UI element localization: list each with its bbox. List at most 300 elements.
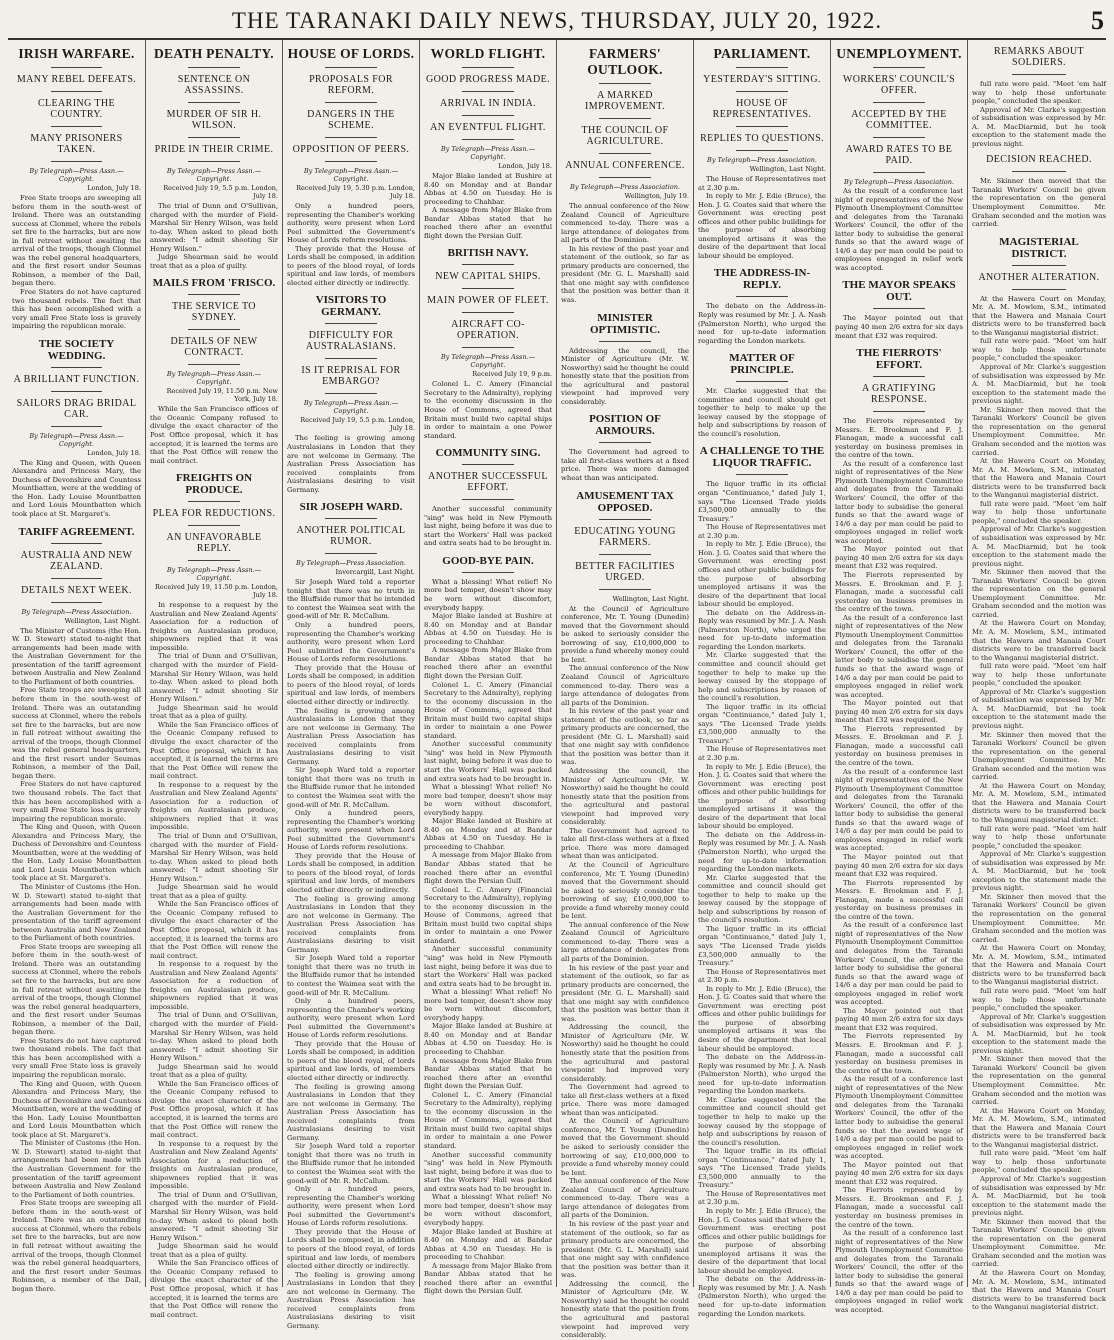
divider bbox=[462, 288, 513, 289]
byline: By Telegraph—Press Assn.—Copyright. bbox=[303, 399, 399, 416]
filler-line: Mr. Skinner then moved that the Taranaki Workers' Council be given the representation on the general Unemployment Committee. Mr. Graham seconded and the motion was carried. bbox=[972, 892, 1106, 944]
article-headline: MINISTER OPTIMISTIC. bbox=[590, 311, 660, 336]
article bbox=[835, 279, 963, 340]
divider bbox=[873, 137, 924, 138]
article-headline: BRITISH NAVY. bbox=[447, 247, 529, 260]
filler-line: The Government had agreed to take all first-class wethers at a fixed price. There was more damaged wheat than was anticipated. bbox=[561, 826, 689, 861]
article-headline: VISITORS TO GERMANY. bbox=[315, 294, 387, 319]
filler-line: Colonel L. C. Amery (Financial Secretary to the Admiralty), replying to the economy discussion in the House of Commons, agreed that Britain must build two capital ships in order to maintain a one Power standard. bbox=[424, 1090, 552, 1151]
divider bbox=[325, 137, 376, 138]
filler-line: Judge Shearman said he would treat that as a plea of guilty. bbox=[150, 1242, 278, 1259]
filler-line: Colonel L. C. Amery (Financial Secretary to the Admiralty), replying to the economy discussion in the House of Commons, agreed that Britain must build two capital ships in order to maintain a one Power standard. bbox=[424, 885, 552, 945]
filler-line: What a blessing! What relief! No more bad temper, doesn't show may be worn without discomfort, everybody happy. bbox=[424, 988, 552, 1022]
filler-line: Major Blake landed at Bushire at 8.40 on Monday and at Bandar Abbas at 4.50 on Tuesday. He is proceeding to Chahbar. bbox=[424, 1022, 552, 1057]
article-subheading: OPPOSITION OF PEERS. bbox=[292, 144, 410, 155]
article-subheading: HOUSE OF REPRESENTATIVES. bbox=[712, 98, 812, 120]
article-subheading: ANOTHER POLITICAL RUMOR. bbox=[296, 525, 406, 548]
divider bbox=[1012, 171, 1066, 172]
article-subheading: IS IT REPRISAL FOR EMBARGO? bbox=[301, 365, 401, 388]
divider bbox=[462, 264, 513, 265]
article-headline: WORLD FLIGHT. bbox=[430, 46, 546, 61]
filler-line: The Fierrots represented by Messrs. E. Brookman and F. J. Flanagan, made a successful call yesterday on business premises in the centre of the town. bbox=[835, 570, 963, 614]
filler-line: At the Hawera Court on Monday, Mr. A. M. Mowlem, S.M., intimated that the Hawera and Manaia Court districts were to be transferred back to the Wanganui magisterial district. bbox=[972, 1106, 1106, 1149]
filler-line: The feeling is growing among Australasians in London that they are not welcome in Germany. The Australian Press Association has received complaints from Australasians desiring to visit Germany. bbox=[287, 706, 415, 766]
article-subheading: EDUCATING YOUNG FARMERS. bbox=[574, 525, 676, 548]
article-paragraph: The House of Representatives met at 2.30 p.m. bbox=[698, 175, 826, 192]
article bbox=[972, 236, 1106, 338]
filler-line: Judge Shearman said he would treat that as a plea of guilty. bbox=[150, 883, 278, 900]
divider bbox=[1012, 74, 1066, 75]
byline: By Telegraph—Press Association. bbox=[570, 183, 680, 191]
divider bbox=[51, 578, 103, 579]
filler-line: In reply to Mr. J. Edie (Bruce), the Hon. J. G. Coates said that where the Government was erecting post offices and other public buildings for the purpose of absorbing unemployed artisans it was the desire of the department that local labour should be employed. bbox=[698, 1206, 826, 1275]
filler-line: The House of Representatives met at 2.30 p.m. bbox=[698, 967, 826, 985]
filler-line: Free Staters do not have captured two thousand rebels. The fact that this has been accomplished with a very small Free State loss is gravely impairing the republican morale. bbox=[12, 1036, 141, 1080]
divider bbox=[599, 341, 650, 342]
divider bbox=[51, 391, 103, 392]
filler-line: Colonel L. C. Amery (Financial Secretary to the Admiralty), replying to the economy discussion in the House of Commons, agreed that Britain must build two capital ships in order to maintain a one Power standard. bbox=[424, 680, 552, 740]
filler-line: What a blessing! What relief! No more bad temper, doesn't show may be worn without discomfort, everybody happy. bbox=[424, 1193, 552, 1227]
filler-line: Approval of Mr. Clarke's suggestion of subsidisation was expressed by Mr. A. M. MacDiarmid, but he took exception to the statement made the previous night. bbox=[972, 1174, 1106, 1218]
divider bbox=[599, 554, 650, 555]
divider bbox=[599, 118, 650, 119]
divider bbox=[325, 393, 376, 394]
filler-line: They provide that the House of Lords shall be composed, in addition to peers of the blood royal, of lords spiritual and law lords, of members elected either directly or indirectly. bbox=[287, 1039, 415, 1083]
filler-line: At the Hawera Court on Monday, Mr. A. M. Mowlem, S.M., intimated that the Hawera and Manaia Court districts were to be transferred back to the Wanganui magisterial district. bbox=[972, 619, 1106, 662]
article bbox=[287, 46, 415, 287]
filler-line: Free State troops are sweeping all before them in the south-west of Ireland. There was an outstanding success at Clonmel, where the rebels set fire to the barracks, but are now in full retreat without awaiting the arrival of the troops, though Clonmel was the rebel general headquarters, and the first resort under Seumas Robinson, a member of the Dail, began there. bbox=[12, 1199, 141, 1293]
article-subheading: NEW CAPITAL SHIPS. bbox=[435, 271, 541, 283]
article-subheading: SENTENCE ON ASSASSINS. bbox=[177, 74, 251, 96]
filler-line: While the San Francisco offices of the Oceanic Company refused to divulge the exact character of the Post Office proposal, which it has accepted, it is learned the terms are that the Post Office will renew the mail contract. bbox=[150, 1259, 278, 1319]
filler-line: In reply to Mr. J. Edie (Bruce), the Hon. J. G. Coates said that where the Government was erecting post offices and other public buildings for the purpose of absorbing unemployed artisans it was the desire of the department that local labour should be employed. bbox=[698, 762, 826, 831]
article-paragraph: Approval of Mr. Clarke's suggestion of subsidisation was expressed by Mr. A. M. MacDiarmid, but he took exception to the statement made the previous night. bbox=[972, 105, 1106, 148]
article-subheading: AIRCRAFT CO-OPERATION. bbox=[451, 319, 525, 342]
dateline: Wellington, Last Night. bbox=[64, 616, 141, 625]
article-paragraph: Judge Shearman said he would treat that as a plea of guilty. bbox=[150, 253, 278, 270]
filler-line: The House of Representatives met at 2.30 p.m. bbox=[698, 745, 826, 762]
article-paragraph: Only a hundred peers, representing the Chamber's working authority, were present when Lord Peel submitted the Government's House of Lords reform resolutions. bbox=[287, 202, 415, 245]
filler-line: A message from Major Blake from Bandar Abbas stated that he reached there after an eventful flight down the Persian Gulf. bbox=[424, 851, 552, 886]
filler-line: The feeling is growing among Australasians in London that they are not welcome in Germany. The Australian Press Association has received complaints from Australasians desiring to visit Germany. bbox=[287, 894, 415, 954]
filler-line: full rate were paid. "Meet 'em half way to help those unfortunate people," concluded the speaker. bbox=[972, 824, 1106, 850]
filler-line: full rate were paid. "Meet 'em half way to help those unfortunate people," concluded the speaker. bbox=[972, 1149, 1106, 1175]
divider bbox=[462, 312, 513, 313]
filler-line: Major Blake landed at Bushire at 8.40 on Monday and at Bandar Abbas at 4.50 on Tuesday. He is proceeding to Chahbar. bbox=[424, 612, 552, 646]
filler-line: At the Hawera Court on Monday, Mr. A. M. Mowlem, S.M., intimated that the Hawera and Manaia Court districts were to be transferred back to the Wanganui magisterial district. bbox=[972, 1269, 1106, 1312]
filler-line: The debate on the Address-in-Reply was resumed by Mr. J. A. Nash (Palmerston North), who urged the need for up-to-date information regarding the London markets. bbox=[698, 608, 826, 651]
article-headline: POSITION OF ARMOURS. bbox=[589, 413, 661, 438]
divider bbox=[599, 519, 650, 520]
divider bbox=[188, 294, 239, 295]
article-subheading: CLEARING THE COUNTRY. bbox=[37, 98, 116, 120]
article-paragraph: Colonel L. C. Amery (Financial Secretary to the Admiralty), replying to the economy discussion in the House of Commons, agreed that Britain must build two capital ships in order to maintain a one Power standard. bbox=[424, 380, 552, 440]
filler-line: Approval of Mr. Clarke's suggestion of subsidisation was expressed by Mr. A. M. MacDiarmid, but he took exception to the statement made the previous night. bbox=[972, 1012, 1106, 1055]
filler-line: Approval of Mr. Clarke's suggestion of subsidisation was expressed by Mr. A. M. MacDiarmid, but he took exception to the statement made the previous night. bbox=[972, 687, 1106, 730]
divider bbox=[873, 67, 924, 68]
article bbox=[698, 267, 826, 345]
filler-line: The Mayor pointed out that paying 40 men 2/6 extra for six days meant that £32 was required. bbox=[835, 1006, 963, 1032]
divider bbox=[188, 329, 239, 330]
filler-line: In response to a request by the Australian and New Zealand Agents' Association for a reduction of freights on Australasian produce, shipowners replied that it was impossible. bbox=[150, 780, 278, 832]
filler-line: Mr. Clarke suggested that the committee and council should get together to help to make up the leeway caused by the stoppage of help and subscriptions by reason of the council's resolution. bbox=[698, 873, 826, 925]
article bbox=[424, 247, 552, 440]
article bbox=[287, 501, 415, 621]
filler-line: Judge Shearman said he would treat that as a plea of guilty. bbox=[150, 703, 278, 721]
article-paragraph: Mr. Skinner then moved that the Taranaki Workers' Council be given the representation on the general Unemployment Committee. Mr. Graham seconded and the motion was carried. bbox=[972, 177, 1106, 229]
divider bbox=[188, 364, 239, 365]
filler-line: While the San Francisco offices of the Oceanic Company refused to divulge the exact character of the Post Office proposal, which it has accepted, it is learned the terms are that the Post Office will renew the mail contract. bbox=[150, 900, 278, 960]
byline: By Telegraph—Press Association. bbox=[707, 156, 817, 164]
article-paragraph: The trial of Dunn and O'Sullivan, charged with the murder of Field-Marshal Sir Henry Wilson, was held to-day. When asked to plead both answered: "I admit shooting Sir Henry Wilson." bbox=[150, 202, 278, 253]
article-subheading: REPLIES TO QUESTIONS. bbox=[700, 133, 824, 144]
filler-line: The Mayor pointed out that paying 40 men 2/6 extra for six days meant that £32 was required. bbox=[835, 699, 963, 725]
filler-line: Major Blake landed at Bushire at 8.40 on Monday and at Bandar Abbas at 4.50 on Tuesday. He is proceeding to Chahbar. bbox=[424, 817, 552, 851]
column-7 bbox=[830, 40, 967, 1314]
masthead-title: THE TARANAKI DAILY NEWS, THURSDAY, JULY 20, 1922. bbox=[231, 8, 883, 33]
article-subheading: THE COUNCIL OF AGRICULTURE. bbox=[581, 125, 669, 147]
filler-line: The trial of Dunn and O'Sullivan, charged with the murder of Field-Marshal Sir Henry Wilson, was held to-day. When asked to plead both answered: "I admit shooting Sir Henry Wilson." bbox=[150, 1011, 278, 1063]
filler-line: The debate on the Address-in-Reply was resumed by Mr. J. A. Nash (Palmerston North), who urged the need for up-to-date information regarding the London markets. bbox=[698, 830, 826, 874]
article-headline: UNEMPLOYMENT. bbox=[836, 46, 962, 61]
filler-line: The Mayor pointed out that paying 40 men 2/6 extra for six days meant that £32 was required. bbox=[835, 1160, 963, 1186]
article-headline: MAILS FROM 'FRISCO. bbox=[152, 277, 276, 290]
dateline: Received July 19, 9 p.m. bbox=[472, 370, 552, 379]
divider bbox=[736, 296, 787, 297]
article-subheading: PLEA FOR REDUCTIONS. bbox=[152, 508, 276, 520]
divider bbox=[599, 83, 650, 84]
article-subheading: AUSTRALIA AND NEW ZEALAND. bbox=[20, 549, 133, 572]
filler-line: Approval of Mr. Clarke's suggestion of subsidisation was expressed by Mr. A. M. MacDiarmid, but he took exception to the statement made the previous night. bbox=[972, 363, 1106, 406]
divider bbox=[462, 139, 513, 140]
divider bbox=[599, 153, 650, 154]
divider bbox=[51, 161, 103, 162]
filler-line: They provide that the House of Lords shall be composed, in addition to peers of the blood royal, of lords spiritual and law lords, of members elected either directly or indirectly. bbox=[287, 1227, 415, 1271]
article-headline: COMMUNITY SING. bbox=[435, 447, 541, 460]
article-headline: SIR JOSEPH WARD. bbox=[299, 501, 403, 514]
article-subheading: AN EVENTFUL FLIGHT. bbox=[430, 122, 546, 133]
filler-line: Addressing the council, the Minister of Agriculture (Mr. W. Nosworthy) said he thought he could honestly state that the position from the agricultural and pastoral viewpoint had improved very considerably. bbox=[561, 1279, 689, 1340]
divider bbox=[51, 91, 103, 92]
filler-line: The Fierrots represented by Messrs. E. Brookman and F. J. Flanagan, made a successful call yesterday on business premises in the centre of the town. bbox=[835, 878, 963, 921]
article-paragraph: Free State troops are sweeping all before them in the south-west of Ireland. There was an outstanding success at Clonmel, where the rebels set fire to the barracks, but are now in full retreat without awaiting the arrival of the troops, though Clonmel was the rebel general headquarters, and the first resort under Seumas Robinson, a member of the Dail, began there. bbox=[12, 194, 141, 288]
article bbox=[150, 46, 278, 270]
article bbox=[698, 352, 826, 438]
article-subheading: GOOD PROGRESS MADE. bbox=[425, 74, 550, 85]
article-subheading: WORKERS' COUNCIL'S OFFER. bbox=[842, 74, 956, 96]
continued-column-text bbox=[424, 612, 552, 1296]
article bbox=[424, 447, 552, 548]
divider bbox=[462, 91, 513, 92]
article-paragraph: Sir Joseph Ward told a reporter tonight that there was no truth in the Bluffside rumor that he intended to contest the Waimea seat with the good-will of Mr. R. McCallum. bbox=[287, 578, 415, 621]
dateline: Invercargill, Last Night. bbox=[335, 568, 415, 577]
filler-line: full rate were paid. "Meet 'em half way to help those unfortunate people," concluded the speaker. bbox=[972, 337, 1106, 363]
column-8 bbox=[967, 40, 1110, 1312]
filler-line: Addressing the council, the Minister of Agriculture (Mr. W. Nosworthy) said he thought he could honestly state that the position from the agricultural and pastoral viewpoint had improved very considerably. bbox=[561, 766, 689, 827]
columns-container bbox=[8, 40, 1110, 1340]
divider bbox=[188, 161, 239, 162]
article-headline: THE MAYOR SPEAKS OUT. bbox=[842, 279, 956, 304]
byline: By Telegraph—Press Assn.—Copyright. bbox=[166, 566, 262, 583]
filler-line: The Mayor pointed out that paying 40 men 2/6 extra for six days meant that £32 was required. bbox=[835, 853, 963, 879]
divider bbox=[325, 102, 376, 103]
column-2 bbox=[145, 40, 282, 1319]
filler-line: The Minister of Customs (the Hon. W. D. Stewart) stated to-night that arrangements had been made with the Australian Government for the presentation of the tariff agreement between Australia and New Zealand to the Parliament of both countries. bbox=[12, 882, 141, 943]
article bbox=[150, 472, 278, 652]
divider bbox=[873, 102, 924, 103]
filler-line: While the San Francisco offices of the Oceanic Company refused to divulge the exact character of the Post Office proposal, which it has accepted, it is learned the terms are that the Post Office will renew the mail contract. bbox=[150, 720, 278, 781]
divider bbox=[736, 91, 787, 92]
filler-line: full rate were paid. "Meet 'em half way to help those unfortunate people," concluded the speaker. bbox=[972, 499, 1106, 525]
filler-line: The liquor traffic in its official organ "Continuance," dated July 1, says "The Licensed Trade yields £3,500,000 annually to the Treasury." bbox=[698, 702, 826, 745]
byline: By Telegraph—Press Assn.—Copyright. bbox=[166, 370, 262, 387]
filler-line: Judge Shearman said he would treat that as a plea of guilty. bbox=[150, 1062, 278, 1080]
filler-line: The trial of Dunn and O'Sullivan, charged with the murder of Field-Marshal Sir Henry Wilson, was held to-day. When asked to plead both answered: "I admit shooting Sir Henry Wilson." bbox=[150, 1190, 278, 1242]
article bbox=[835, 347, 963, 460]
divider bbox=[462, 347, 513, 348]
article-headline: MAGISTERIAL DISTRICT. bbox=[999, 235, 1079, 260]
article bbox=[12, 338, 141, 519]
filler-line: The King and Queen, with Queen Alexandra and Princess Mary, the Duchess of Devonshire and Countess Mountbatten, were at the wedding of the Hon. Lady Louise Mountbatten and Lord Louis Mountbatten which took place at St. Margaret's. bbox=[12, 823, 141, 883]
article bbox=[12, 526, 141, 687]
filler-line: In reply to Mr. J. Edie (Bruce), the Hon. J. G. Coates said that where the Government was erecting post offices and other public buildings for the purpose of absorbing unemployed artisans it was the desire of the department that local labour should be employed. bbox=[698, 540, 826, 609]
article-headline: PARLIAMENT. bbox=[713, 46, 811, 61]
filler-line: The Fierrots represented by Messrs. E. Brookman and F. J. Flanagan, made a successful call yesterday on business premises in the centre of the town. bbox=[835, 1186, 963, 1229]
article-paragraph: Another successful community "sing" was held in New Plymouth last night, being before it was due to start the Workers' Hall was packed and extra seats had to be brought in. bbox=[424, 505, 552, 548]
article bbox=[561, 46, 689, 305]
divider bbox=[462, 115, 513, 116]
divider bbox=[325, 358, 376, 359]
continued-column-text bbox=[835, 460, 963, 1315]
article-paragraph: At the Council of Agriculture conference, Mr. T. Young (Dunedin) moved that the Government should be asked to seriously consider the borrowing of say, £10,000,000 to provide a fund whereby money could be lent. bbox=[561, 604, 689, 664]
filler-line: Sir Joseph Ward told a reporter tonight that there was no truth in the Bluffside rumor that he intended to contest the Waimea seat with the good-will of Mr. R. McCallum. bbox=[287, 766, 415, 809]
filler-line: They provide that the House of Lords shall be composed, in addition to peers of the blood royal, of lords spiritual and law lords, of members elected either directly or indirectly. bbox=[287, 663, 415, 706]
divider bbox=[873, 308, 924, 309]
filler-line: The feeling is growing among Australasians in London that they are not welcome in Germany. The Australian Press Association has received complaints from Australasians desiring to visit Germany. bbox=[287, 1270, 415, 1330]
article bbox=[287, 294, 415, 494]
filler-line: The Fierrots represented by Messrs. E. Brookman and F. J. Flanagan, made a successful call yesterday on business premises in the centre of the town. bbox=[835, 1032, 963, 1075]
article-subheading: THE SERVICE TO SYDNEY. bbox=[172, 301, 256, 324]
byline: By Telegraph—Press Assn.—Copyright. bbox=[29, 167, 124, 183]
article-paragraph: The Fierrots represented by Messrs. E. Brookman and F. J. Flanagan, made a successful call yesterday on business premises in the centre of the town. bbox=[835, 417, 963, 460]
article-headline: DEATH PENALTY. bbox=[154, 46, 274, 61]
divider bbox=[188, 137, 239, 138]
filler-line: The debate on the Address-in-Reply was resumed by Mr. J. A. Nash (Palmerston North), who urged the need for up-to-date information regarding the London markets. bbox=[698, 1275, 826, 1318]
article-headline: THE SOCIETY WEDDING. bbox=[38, 337, 115, 362]
filler-line: full rate were paid. "Meet 'em half way to help those unfortunate people," concluded the speaker. bbox=[972, 986, 1106, 1013]
article-paragraph: Addressing the council, the Minister of Agriculture (Mr. W. Nosworthy) said he thought he could honestly state that the position from the agricultural and pastoral viewpoint had improved very considerably. bbox=[561, 346, 689, 406]
divider bbox=[51, 543, 103, 544]
article-paragraph: The King and Queen, with Queen Alexandra and Princess Mary, the Duchess of Devonshire and Countess Mountbatten, were at the wedding of the Hon. Lady Louise Mountbatten and Lord Louis Mountbatten which took place at St. Margaret's. bbox=[12, 458, 141, 519]
article-subheading: ACCEPTED BY THE COMMITTEE. bbox=[851, 109, 947, 131]
continued-column-text bbox=[561, 664, 689, 1339]
filler-line: As the result of a conference last night of representatives of the New Plymouth Unemployment Committee and delegates from the Taranaki Workers' Council, the offer of the latter body to subsidise the general funds so that the award wage of 14/6 a day per man could be paid to employees engaged in relief work was accepted. bbox=[835, 613, 963, 699]
article-paragraph: The Government had agreed to take all first-class wethers at a fixed price. There was more damaged wheat than was anticipated. bbox=[561, 448, 689, 483]
article-subheading: MANY PRISONERS TAKEN. bbox=[30, 133, 123, 155]
dateline: Received July 19, 5.5 p.m. London, July 18. bbox=[163, 184, 278, 200]
filler-line: A message from Major Blake from Bandar Abbas stated that he reached there after an eventful flight down the Persian Gulf. bbox=[424, 1056, 552, 1091]
filler-line: While the San Francisco offices of the Oceanic Company refused to divulge the exact character of the Post Office proposal, which it has accepted, it is learned the terms are that the Post Office will renew the mail contract. bbox=[150, 1079, 278, 1140]
article-subheading: MURDER OF SIR H. WILSON. bbox=[166, 109, 262, 131]
article-paragraph: Major Blake landed at Bushire at 8.40 on Monday and at Bandar Abbas at 4.50 on Tuesday. He is proceeding to Chahbar. bbox=[424, 172, 552, 206]
filler-line: Sir Joseph Ward told a reporter tonight that there was no truth in the Bluffside rumor that he intended to contest the Waimea seat with the good-will of Mr. R. McCallum. bbox=[287, 1142, 415, 1185]
filler-line: As the result of a conference last night of representatives of the New Plymouth Unemployment Committee and delegates from the Taranaki Workers' Council, the offer of the latter body to subsidise the general funds so that the award wage of 14/6 a day per man could be paid to employees engaged in relief work was accepted. bbox=[835, 1229, 963, 1314]
article bbox=[12, 46, 141, 331]
article-headline: FARMERS' OUTLOOK. bbox=[587, 46, 663, 77]
article bbox=[698, 46, 826, 260]
filler-line: Another successful community "sing" was held in New Plymouth last night, being before it was due to start the Workers' Hall was packed and extra seats had to be brought in. bbox=[424, 1150, 552, 1193]
article-paragraph: Free Staters do not have captured two thousand rebels. The fact that this has been accomplished with a very small Free State loss is gravely impairing the republican morale. bbox=[12, 288, 141, 331]
column-3 bbox=[282, 40, 419, 1330]
filler-line: As the result of a conference last night of representatives of the New Plymouth Unemployment Committee and delegates from the Taranaki Workers' Council, the offer of the latter body to subsidise the general funds so that the award wage of 14/6 a day per man could be paid to employees engaged in relief work was accepted. bbox=[835, 1075, 963, 1161]
article bbox=[424, 46, 552, 240]
filler-line: Another successful community "sing" was held in New Plymouth last night, being before it was due to start the Workers' Hall was packed and extra seats had to be brought in. bbox=[424, 945, 552, 988]
filler-line: The Mayor pointed out that paying 40 men 2/6 extra for six days meant that £32 was required. bbox=[835, 545, 963, 571]
filler-line: The annual conference of the New Zealand Council of Agriculture commenced to-day. There was a large attendance of delegates from all parts of the Dominion. bbox=[561, 1177, 689, 1220]
divider bbox=[51, 67, 103, 68]
filler-line: The Government had agreed to take all first-class wethers at a fixed price. There was more damaged wheat than was anticipated. bbox=[561, 1083, 689, 1117]
article-subheading: A BRILLIANT FUNCTION. bbox=[13, 373, 140, 385]
filler-line: The Fierrots represented by Messrs. E. Brookman and F. J. Flanagan, made a successful call yesterday on business premises in the centre of the town. bbox=[835, 724, 963, 767]
filler-line: The liquor traffic in its official organ "Continuance," dated July 1, says "The Licensed Trade yields £3,500,000 annually to the Treasury." bbox=[698, 1147, 826, 1190]
dateline: Received July 19, 5.5 p.m. London, July 18. bbox=[300, 416, 415, 433]
article-subheading: ANOTHER SUCCESSFUL EFFORT. bbox=[428, 471, 548, 494]
divider bbox=[599, 442, 650, 443]
article-paragraph: What a blessing! What relief! No more bad temper, doesn't show may be worn without discomfort, everybody happy. bbox=[424, 577, 552, 612]
filler-line: The House of Representatives met at 2.30 p.m. bbox=[698, 1189, 826, 1207]
filler-line: Mr. Skinner then moved that the Taranaki Workers' Council be given the representation on the general Unemployment Committee. Mr. Graham seconded and the motion was carried. bbox=[972, 1217, 1106, 1269]
filler-line: Approval of Mr. Clarke's suggestion of subsidisation was expressed by Mr. A. M. MacDiarmid, but he took exception to the statement made the previous night. bbox=[972, 850, 1106, 893]
dateline: Received July 19, 5.30 p.m. London, July 18. bbox=[296, 184, 415, 200]
filler-line: Mr. Skinner then moved that the Taranaki Workers' Council be given the representation on the general Unemployment Committee. Mr. Graham seconded and the motion was carried. bbox=[972, 405, 1106, 457]
divider bbox=[188, 501, 239, 502]
divider bbox=[188, 67, 239, 68]
divider bbox=[736, 126, 787, 127]
divider bbox=[325, 323, 376, 324]
filler-line: Approval of Mr. Clarke's suggestion of subsidisation was expressed by Mr. A. M. MacDiarmid, but he took exception to the statement made the previous night. bbox=[972, 525, 1106, 568]
divider bbox=[51, 126, 103, 127]
filler-line: Mr. Clarke suggested that the committee and council should get together to help to make up the leeway caused by the stoppage of help and subscriptions by reason of the council's resolution. bbox=[698, 1095, 826, 1147]
dateline: London, July 18. bbox=[87, 448, 141, 457]
column-6 bbox=[693, 40, 830, 1318]
article-paragraph: While the San Francisco offices of the Oceanic Company refused to divulge the exact character of the Post Office proposal, which it has accepted, it is learned the terms are that the Post Office will renew the mail contract. bbox=[150, 405, 278, 465]
filler-line: As the result of a conference last night of representatives of the New Plymouth Unemployment Committee and delegates from the Taranaki Workers' Council, the offer of the latter body to subsidise the general funds so that the award wage of 14/6 a day per man could be paid to employees engaged in relief work was accepted. bbox=[835, 459, 963, 545]
article-paragraph: At the Hawera Court on Monday, Mr. A. M. Mowlem, S.M., intimated that the Hawera and Manaia Court districts were to be transferred back to the Wanganui magisterial district. bbox=[972, 294, 1106, 337]
article bbox=[561, 413, 689, 482]
filler-line: Only a hundred peers, representing the Chamber's working authority, were present when Lord Peel submitted the Government's House of Lords reform resolutions. bbox=[287, 809, 415, 852]
continued-column-text bbox=[12, 686, 141, 1293]
article bbox=[424, 555, 552, 612]
article bbox=[561, 312, 689, 407]
filler-line: The liquor traffic in its official organ "Continuance," dated July 1, says "The Licensed Trade yields £3,500,000 annually to the Treasury." bbox=[698, 924, 826, 968]
divider bbox=[188, 102, 239, 103]
filler-line: At the Hawera Court on Monday, Mr. A. M. Mowlem, S.M., intimated that the Hawera and Manaia Court districts were to be transferred back to the Wanganui magisterial district. bbox=[972, 781, 1106, 825]
article-paragraph: As the result of a conference last night of representatives of the New Plymouth Unemployment Committee and delegates from the Taranaki Workers' Council, the offer of the latter body to subsidise the general funds so that the award wage of 14/6 a day per man could be paid to employees engaged in relief work was accepted. bbox=[835, 187, 963, 272]
divider bbox=[736, 474, 787, 475]
article-headline: FREIGHTS ON PRODUCE. bbox=[175, 472, 253, 497]
dateline: Wellington, Last Night. bbox=[612, 594, 689, 603]
divider bbox=[188, 560, 239, 561]
divider bbox=[462, 67, 513, 68]
article-subheading: MAIN POWER OF FLEET. bbox=[427, 295, 549, 307]
dateline: Received July 19, 11.50 p.m. New York, July 18. bbox=[166, 387, 278, 404]
article-paragraph: full rate were paid. "Meet 'em half way to help those unfortunate people," concluded the speaker. bbox=[972, 80, 1106, 106]
divider bbox=[325, 553, 376, 554]
filler-line: What a blessing! What relief! No more bad temper, doesn't show may be worn without discomfort, everybody happy. bbox=[424, 783, 552, 817]
article bbox=[698, 445, 826, 523]
filler-line: The trial of Dunn and O'Sullivan, charged with the murder of Field-Marshal Sir Henry Wilson, was held to-day. When asked to plead both answered: "I admit shooting Sir Henry Wilson." bbox=[150, 831, 278, 883]
divider bbox=[51, 602, 103, 603]
article-subheading: PROPOSALS FOR REFORM. bbox=[309, 74, 393, 96]
byline: By Telegraph—Press Assn.—Copyright. bbox=[166, 167, 262, 183]
divider bbox=[736, 381, 787, 382]
filler-line: The debate on the Address-in-Reply was resumed by Mr. J. A. Nash (Palmerston North), who urged the need for up-to-date information regarding the London markets. bbox=[698, 1053, 826, 1096]
article bbox=[561, 490, 689, 665]
filler-line: In reply to Mr. J. Edie (Bruce), the Hon. J. G. Coates said that where the Government was erecting post offices and other public buildings for the purpose of absorbing unemployed artisans it was the desire of the department that local labour should be employed. bbox=[698, 984, 826, 1053]
continued-column-text bbox=[150, 652, 278, 1319]
article-paragraph: In reply to Mr. J. Edie (Bruce), the Hon. J. G. Coates said that where the Government was erecting post offices and other public buildings for the purpose of absorbing unemployed artisans it was the desire of the department that local labour should be employed. bbox=[698, 192, 826, 260]
filler-line: A message from Major Blake from Bandar Abbas stated that he reached there after an eventful flight down the Persian Gulf. bbox=[424, 1261, 552, 1296]
filler-line: At the Hawera Court on Monday, Mr. A. M. Mowlem, S.M., intimated that the Hawera and Manaia Court districts were to be transferred back to the Wanganui magisterial district. bbox=[972, 457, 1106, 500]
byline: By Telegraph—Press Assn.—Copyright. bbox=[29, 431, 124, 448]
filler-line: The feeling is growing among Australasians in London that they are not welcome in Germany. The Australian Press Association has received complaints from Australasians desiring to visit Germany. bbox=[287, 1082, 415, 1142]
divider bbox=[325, 161, 376, 162]
continued-column-text bbox=[972, 337, 1106, 1311]
article-headline: IRISH WARFARE. bbox=[18, 46, 135, 61]
filler-line: The House of Representatives met at 2.30 p.m. bbox=[698, 523, 826, 540]
article-headline: THE FIERROTS' EFFORT. bbox=[856, 347, 942, 372]
article-subheading: AN UNFAVORABLE REPLY. bbox=[166, 532, 262, 555]
article-paragraph: The feeling is growing among Australasians in London that they are not welcome in Germany. The Australian Press Association has received complaints from Australasians desiring to visit Germany. bbox=[287, 434, 415, 494]
divider bbox=[599, 589, 650, 590]
article-subheading: ANOTHER ALTERATION. bbox=[978, 271, 1100, 283]
column-4 bbox=[419, 40, 556, 1296]
filler-line: In response to a request by the Australian and New Zealand Agents' Association for a reduction of freights on Australasian produce, shipowners replied that it was impossible. bbox=[150, 1139, 278, 1191]
divider bbox=[599, 177, 650, 178]
divider bbox=[462, 499, 513, 500]
filler-line: Free Staters do not have captured two thousand rebels. The fact that this has been accomplished with a very small Free State loss is gravely impairing the republican morale. bbox=[12, 780, 141, 823]
article-subheading: A MARKED IMPROVEMENT. bbox=[585, 90, 665, 112]
article-subheading: DIFFICULTY FOR AUSTRALASIANS. bbox=[305, 330, 397, 353]
masthead bbox=[8, 4, 1106, 40]
article-paragraph: In response to a request by the Australian and New Zealand Agents' Association for a reduction of freights on Australasian produce, shipowners replied that it was impossible. bbox=[150, 601, 278, 652]
divider bbox=[188, 525, 239, 526]
column-1 bbox=[8, 40, 145, 1293]
filler-line: As the result of a conference last night of representatives of the New Plymouth Unemployment Committee and delegates from the Taranaki Workers' Council, the offer of the latter body to subsidise the general funds so that the award wage of 14/6 a day per man could be paid to employees engaged in relief work was accepted. bbox=[835, 921, 963, 1007]
continued-column-text bbox=[698, 523, 826, 1318]
byline: By Telegraph—Press Assn.—Copyright. bbox=[440, 353, 536, 370]
filler-line: At the Council of Agriculture conference, Mr. T. Young (Dunedin) moved that the Government should be asked to seriously consider the borrowing of say, £10,000,000 to provide a fund whereby money could be lent. bbox=[561, 860, 689, 921]
filler-line: At the Council of Agriculture conference, Mr. T. Young (Dunedin) moved that the Government should be asked to seriously consider the borrowing of say, £10,000,000 to provide a fund whereby money could be lent. bbox=[561, 1117, 689, 1177]
filler-line: Mr. Skinner then moved that the Taranaki Workers' Council be given the representation on the general Unemployment Committee. Mr. Graham seconded and the motion was carried. bbox=[972, 568, 1106, 619]
divider bbox=[873, 411, 924, 412]
divider bbox=[736, 67, 787, 68]
filler-line: The trial of Dunn and O'Sullivan, charged with the murder of Field-Marshal Sir Henry Wilson, was held to-day. When asked to plead both answered: "I admit shooting Sir Henry Wilson." bbox=[150, 652, 278, 704]
filler-line: full rate were paid. "Meet 'em half way to help those unfortunate people," concluded the speaker. bbox=[972, 662, 1106, 688]
article-headline: THE ADDRESS-IN-REPLY. bbox=[713, 267, 811, 292]
filler-line: The annual conference of the New Zealand Council of Agriculture commenced to-day. There was a large attendance of delegates from all parts of the Dominion. bbox=[561, 664, 689, 707]
byline: By Telegraph—Press Association. bbox=[21, 607, 132, 616]
filler-line: Mr. Skinner then moved that the Taranaki Workers' Council be given the representation on the general Unemployment Committee. Mr. Graham seconded and the motion was carried. bbox=[972, 730, 1106, 782]
divider bbox=[736, 150, 787, 151]
divider bbox=[51, 367, 103, 368]
article-subheading: PRIDE IN THEIR CRIME. bbox=[154, 144, 274, 155]
article bbox=[150, 277, 278, 465]
article-headline: HOUSE OF LORDS. bbox=[287, 46, 415, 61]
filler-line: Free State troops are sweeping all before them in the south-west of Ireland. There was an outstanding success at Clonmel, where the rebels set fire to the barracks, but are now in full retreat without awaiting the arrival of the troops, though Clonmel was the rebel general headquarters, and the first resort under Seumas Robinson, a member of the Dail, began there. bbox=[12, 686, 141, 780]
filler-line: Only a hundred peers, representing the Chamber's working authority, were present when Lord Peel submitted the Government's House of Lords reform resolutions. bbox=[287, 621, 415, 664]
article-paragraph: A message from Major Blake from Bandar Abbas stated that he reached there after an eventful flight down the Persian Gulf. bbox=[424, 206, 552, 240]
